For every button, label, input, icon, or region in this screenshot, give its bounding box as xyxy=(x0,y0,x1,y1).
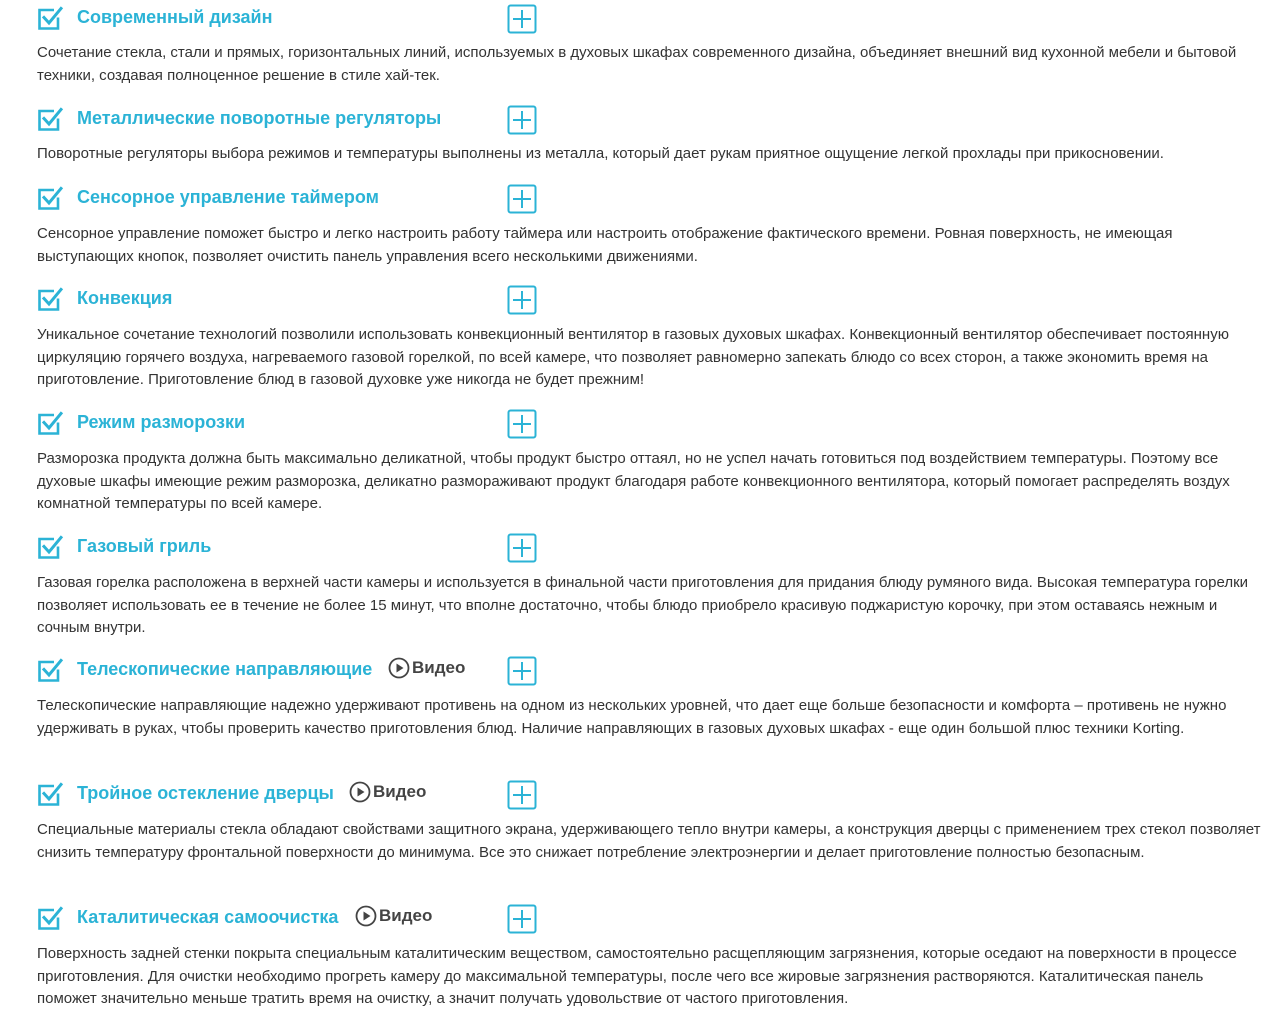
feature-header[interactable] xyxy=(0,102,600,142)
plus-icon[interactable] xyxy=(507,904,537,934)
feature-description: Поворотные регуляторы выбора режимов и температуры выполнены из металла, который дает рукам приятное ощущение легкой прохлады при прикосновении. xyxy=(37,145,1164,162)
video-link[interactable] xyxy=(349,781,426,803)
feature-item xyxy=(0,102,1280,172)
checkbox-checked-icon xyxy=(36,185,64,213)
feature-header[interactable] xyxy=(0,530,600,570)
feature-item xyxy=(0,653,1280,765)
plus-icon[interactable] xyxy=(507,780,537,810)
plus-icon[interactable] xyxy=(507,4,537,34)
checkbox-checked-icon xyxy=(36,286,64,314)
video-label: Видео xyxy=(379,906,433,925)
feature-item xyxy=(0,181,1280,271)
feature-header[interactable] xyxy=(0,406,600,446)
checkbox-checked-icon xyxy=(36,534,64,562)
feature-title[interactable]: Режим разморозки xyxy=(77,412,246,432)
feature-header[interactable] xyxy=(0,653,600,693)
feature-item xyxy=(0,530,1280,642)
checkbox-checked-icon xyxy=(36,905,64,933)
play-circle-icon xyxy=(388,657,410,679)
feature-description: Сенсорное управление поможет быстро и легко настроить работу таймера или настроить отображение фактического времени. Ровная поверхность, не имеющая выступающих кнопок, позволяет очистить панель управления всего несколькими движениями. xyxy=(37,225,1173,265)
play-circle-icon xyxy=(355,905,377,927)
feature-header[interactable] xyxy=(0,181,600,221)
plus-icon[interactable] xyxy=(507,105,537,135)
feature-title[interactable]: Каталитическая самоочистка xyxy=(77,907,339,927)
checkbox-checked-icon xyxy=(36,5,64,33)
checkbox-checked-icon xyxy=(36,106,64,134)
feature-description: Уникальное сочетание технологий позволили использовать конвекционный вентилятор в газовых духовых шкафах. Конвекционный вентилятор обеспечивает постоянную циркуляцию горячего воздуха, нагреваемого газовой горелкой, по всей камере, что позволяет равномерно запекать блюдо со всех сторон, а также экономить время на приготовление. Приготовление блюд в газовой духовке уже никогда не будет прежним! xyxy=(37,326,1229,389)
feature-title[interactable]: Конвекция xyxy=(77,288,173,308)
feature-description: Газовая горелка расположена в верхней части камеры и используется в финальной части приготовления для придания блюду румяного вида. Высокая температура горелки позволяет использовать ее в течение не более 15 минут, что вполне достаточно, чтобы блюдо приобрело красивую поджаристую корочку, при этом оставаясь нежным и сочным внутри. xyxy=(37,574,1249,637)
feature-description: Сочетание стекла, стали и прямых, горизонтальных линий, используемых в духовых шкафах современного дизайна, объединяет внешний вид кухонной мебели и бытовой техники, создавая полноценное решение в стиле хай-тек. xyxy=(37,44,1237,84)
feature-item xyxy=(0,282,1280,394)
feature-header[interactable] xyxy=(0,777,600,817)
video-label: Видео xyxy=(412,658,466,677)
video-link[interactable] xyxy=(355,905,432,927)
checkbox-checked-icon xyxy=(36,781,64,809)
play-circle-icon xyxy=(349,781,371,803)
feature-title[interactable]: Телескопические направляющие xyxy=(77,659,373,679)
feature-description: Специальные материалы стекла обладают свойствами защитного экрана, удерживающего тепло внутри камеры, а конструкция дверцы с применением трех стекол позволяет снизить температуру фронтальной поверхности до минимума. Все это снижает потребление электроэнергии и делает приготовление полностью безопасным. xyxy=(37,821,1261,861)
plus-icon[interactable] xyxy=(507,285,537,315)
feature-header[interactable] xyxy=(0,901,600,941)
feature-item xyxy=(0,901,1280,1013)
plus-icon[interactable] xyxy=(507,409,537,439)
checkbox-checked-icon xyxy=(36,410,64,438)
feature-title[interactable]: Современный дизайн xyxy=(77,7,273,27)
feature-header[interactable] xyxy=(0,282,600,322)
checkbox-checked-icon xyxy=(36,657,64,685)
feature-item xyxy=(0,406,1280,518)
feature-title[interactable]: Сенсорное управление таймером xyxy=(77,187,379,207)
plus-icon[interactable] xyxy=(507,533,537,563)
feature-description: Телескопические направляющие надежно удерживают противень на одном из нескольких уровней, что дает еще больше безопасности и комфорта – противень не нужно удерживать в руках, чтобы проверить качество приготовления блюд. Наличие направляющих в газовых духовых шкафах - еще один большой плюс техники Korting. xyxy=(37,697,1227,737)
plus-icon[interactable] xyxy=(507,656,537,686)
video-label: Видео xyxy=(373,782,427,801)
video-link[interactable] xyxy=(388,657,465,679)
feature-description: Разморозка продукта должна быть максимально деликатной, чтобы продукт быстро оттаял, но не успел начать готовиться под воздействием температуры. Поэтому все духовые шкафы имеющие режим разморозка, деликатно размораживают продукт благодаря работе конвекционного вентилятора, который помогает распределять воздух комнатной температуры по всей камере. xyxy=(37,450,1230,513)
feature-description: Поверхность задней стенки покрыта специальным каталитическим веществом, самостоятельно расщепляющим загрязнения, которые оседают на поверхности в процессе приготовления. Для очистки необходимо прогреть камеру до максимальной температуры, после чего все жировые загрязнения растворяются. Каталитическая панель поможет значительно меньше тратить время на очистку, а значит получать удовольствие от частого приготовления. xyxy=(37,945,1237,1008)
feature-title[interactable]: Газовый гриль xyxy=(77,536,212,556)
feature-title[interactable]: Тройное остекление дверцы xyxy=(77,783,334,803)
plus-icon[interactable] xyxy=(507,184,537,214)
feature-title[interactable]: Металлические поворотные регуляторы xyxy=(77,108,442,128)
feature-item xyxy=(0,1,1280,91)
feature-item xyxy=(0,777,1280,889)
feature-header[interactable] xyxy=(0,1,600,41)
